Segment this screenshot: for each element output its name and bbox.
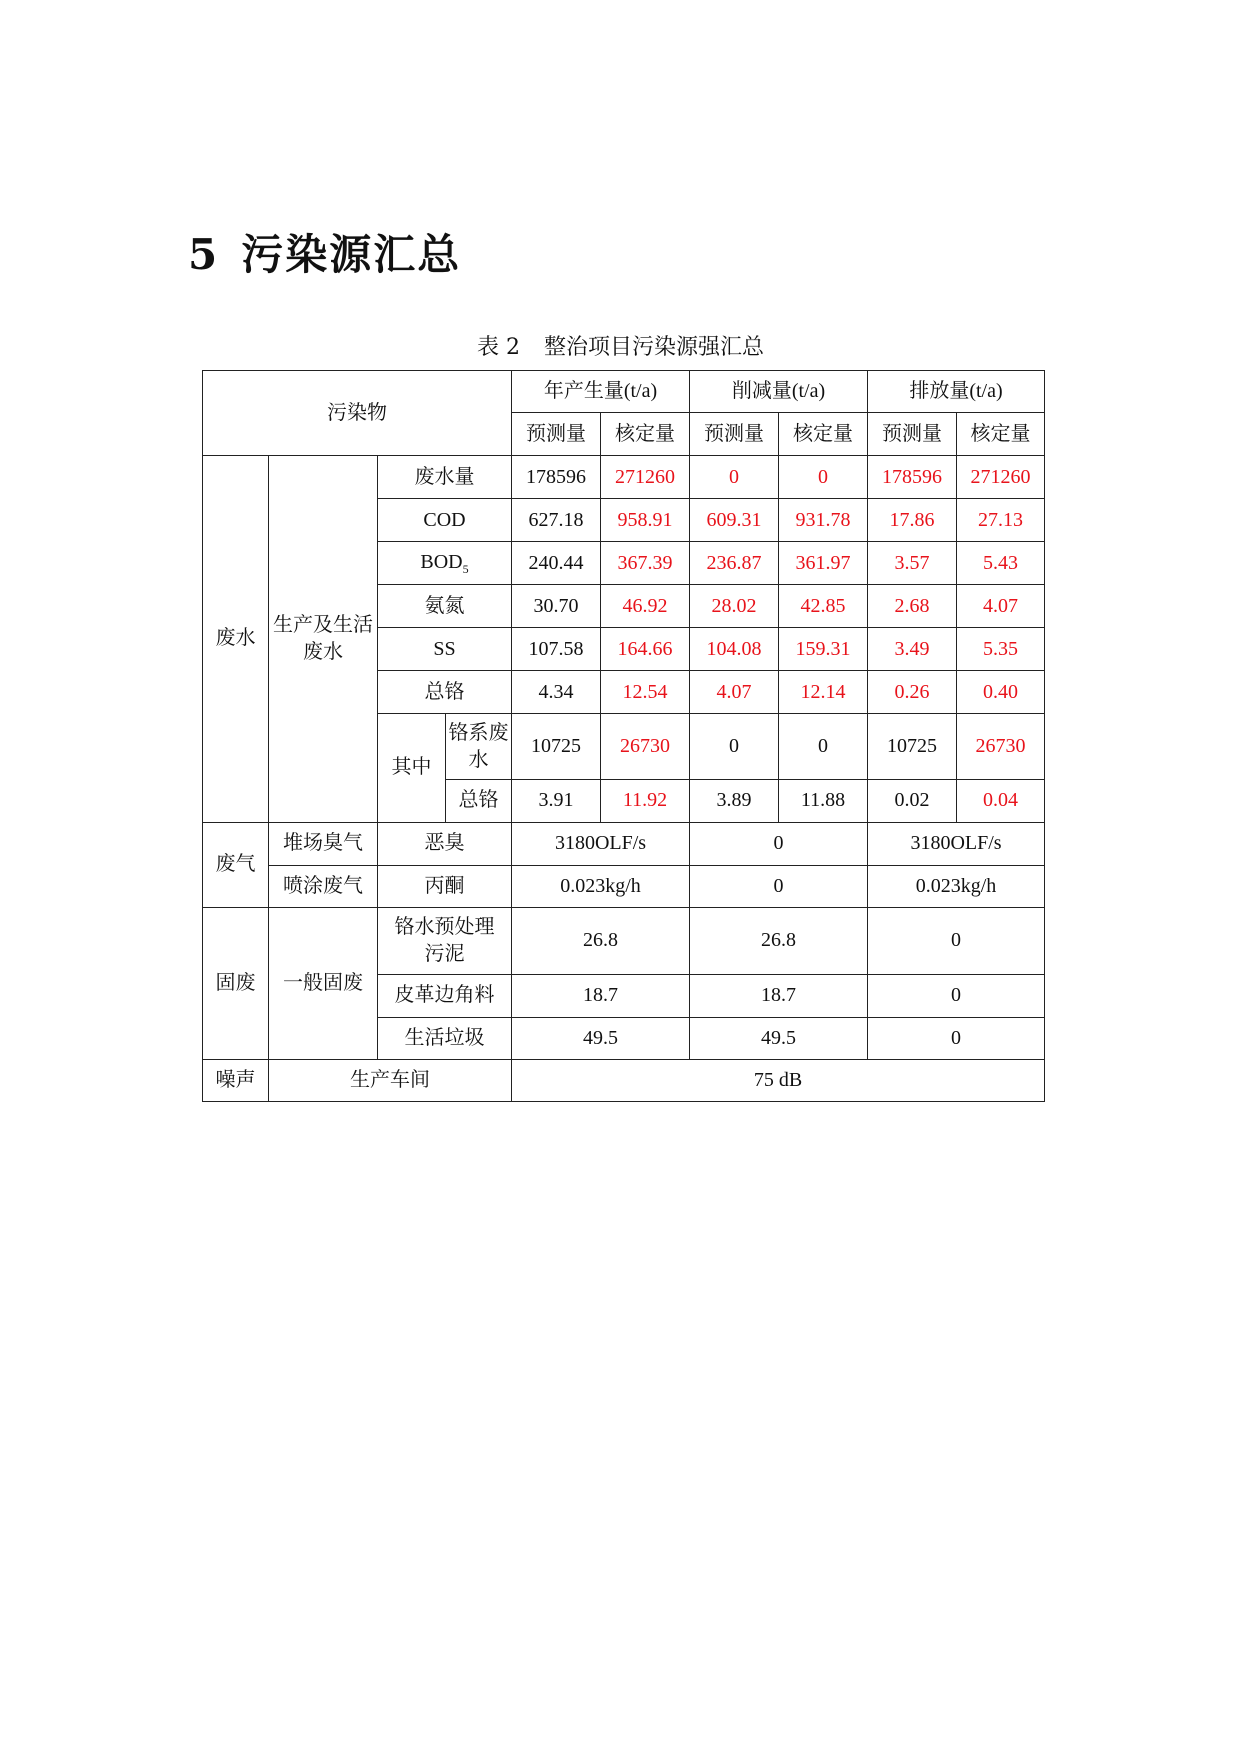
category-waste-gas: 废气 (203, 822, 269, 907)
value-cell: 18.7 (690, 974, 868, 1017)
pollution-summary-table (202, 370, 1045, 1102)
value-cell: 28.02 (690, 585, 779, 628)
value-cell: 27.13 (957, 499, 1045, 542)
value-cell: 26730 (601, 714, 690, 780)
category-noise: 噪声 (203, 1059, 269, 1101)
among-label: 其中 (378, 714, 446, 822)
table-row (203, 1059, 1045, 1101)
header-reduction: 削减量(t/a) (690, 371, 868, 413)
value-cell: 46.92 (601, 585, 690, 628)
header-annual-generation: 年产生量(t/a) (512, 371, 690, 413)
header-verified: 核定量 (779, 413, 868, 456)
value-cell: 0 (779, 456, 868, 499)
caption-label: 表 2 (476, 335, 520, 360)
item-bod-label: BOD (420, 551, 463, 574)
value-cell: 42.85 (779, 585, 868, 628)
table-caption (0, 330, 1241, 361)
category-wastewater: 废水 (203, 456, 269, 822)
value-cell: 26.8 (690, 907, 868, 974)
value-cell: 0.26 (868, 671, 957, 714)
value-cell: 17.86 (868, 499, 957, 542)
value-cell: 18.7 (512, 974, 690, 1017)
section-number: 5 (188, 230, 220, 279)
header-predicted: 预测量 (690, 413, 779, 456)
value-cell: 26.8 (512, 907, 690, 974)
value-cell: 104.08 (690, 628, 779, 671)
value-cell: 271260 (601, 456, 690, 499)
value-cell: 958.91 (601, 499, 690, 542)
table-row (203, 865, 1045, 907)
value-cell: 178596 (868, 456, 957, 499)
item-bod5 (378, 542, 512, 585)
value-cell: 75 dB (512, 1059, 1045, 1101)
value-cell: 2.68 (868, 585, 957, 628)
table-row (203, 456, 1045, 499)
item-odor: 恶臭 (378, 822, 512, 865)
value-cell: 4.34 (512, 671, 601, 714)
value-cell: 12.54 (601, 671, 690, 714)
item-chromium-wastewater: 铬系废水 (446, 714, 512, 780)
table-row (203, 907, 1045, 974)
value-cell: 0 (690, 865, 868, 907)
item-cod: COD (378, 499, 512, 542)
item-domestic-garbage: 生活垃圾 (378, 1017, 512, 1059)
value-cell: 0.40 (957, 671, 1045, 714)
section-title: 污染源汇总 (241, 230, 462, 279)
value-cell: 0 (690, 456, 779, 499)
value-cell: 0.023kg/h (512, 865, 690, 907)
value-cell: 3.89 (690, 780, 779, 822)
value-cell: 4.07 (957, 585, 1045, 628)
section-heading (188, 222, 461, 282)
item-bod-subscript: 5 (462, 562, 469, 577)
value-cell: 11.88 (779, 780, 868, 822)
value-cell: 5.43 (957, 542, 1045, 585)
value-cell: 11.92 (601, 780, 690, 822)
table-row (203, 822, 1045, 865)
value-cell: 0 (690, 822, 868, 865)
header-discharge: 排放量(t/a) (868, 371, 1045, 413)
item-leather-scraps: 皮革边角料 (378, 974, 512, 1017)
value-cell: 164.66 (601, 628, 690, 671)
value-cell: 10725 (868, 714, 957, 780)
value-cell: 0 (779, 714, 868, 780)
value-cell: 609.31 (690, 499, 779, 542)
table-header-row (203, 371, 1045, 413)
item-ss: SS (378, 628, 512, 671)
value-cell: 271260 (957, 456, 1045, 499)
item-ammonia-nitrogen: 氨氮 (378, 585, 512, 628)
value-cell: 49.5 (690, 1017, 868, 1059)
category-solid-waste: 固废 (203, 907, 269, 1059)
value-cell: 0.02 (868, 780, 957, 822)
source-yard-odor: 堆场臭气 (269, 822, 378, 865)
header-predicted: 预测量 (868, 413, 957, 456)
value-cell: 3.57 (868, 542, 957, 585)
header-verified: 核定量 (957, 413, 1045, 456)
source-workshop: 生产车间 (269, 1059, 512, 1101)
value-cell: 240.44 (512, 542, 601, 585)
source-general-solid-waste: 一般固废 (269, 907, 378, 1059)
value-cell: 0 (868, 974, 1045, 1017)
value-cell: 0.023kg/h (868, 865, 1045, 907)
header-pollutant: 污染物 (203, 371, 512, 456)
value-cell: 30.70 (512, 585, 601, 628)
item-total-chromium: 总铬 (378, 671, 512, 714)
value-cell: 107.58 (512, 628, 601, 671)
value-cell: 159.31 (779, 628, 868, 671)
item-acetone: 丙酮 (378, 865, 512, 907)
value-cell: 627.18 (512, 499, 601, 542)
caption-title: 整治项目污染源强汇总 (543, 335, 764, 360)
value-cell: 0 (868, 1017, 1045, 1059)
value-cell: 49.5 (512, 1017, 690, 1059)
value-cell: 26730 (957, 714, 1045, 780)
value-cell: 10725 (512, 714, 601, 780)
value-cell: 12.14 (779, 671, 868, 714)
value-cell: 0 (690, 714, 779, 780)
value-cell: 931.78 (779, 499, 868, 542)
value-cell: 0.04 (957, 780, 1045, 822)
source-spray-gas: 喷涂废气 (269, 865, 378, 907)
value-cell: 3.91 (512, 780, 601, 822)
value-cell: 236.87 (690, 542, 779, 585)
value-cell: 4.07 (690, 671, 779, 714)
header-verified: 核定量 (601, 413, 690, 456)
item-total-chromium-sub: 总铬 (446, 780, 512, 822)
value-cell: 3180OLF/s (868, 822, 1045, 865)
value-cell: 5.35 (957, 628, 1045, 671)
value-cell: 3.49 (868, 628, 957, 671)
item-chromium-sludge: 铬水预处理污泥 (378, 907, 512, 974)
value-cell: 367.39 (601, 542, 690, 585)
value-cell: 178596 (512, 456, 601, 499)
item-wastewater-volume: 废水量 (378, 456, 512, 499)
source-production-domestic: 生产及生活废水 (269, 456, 378, 822)
value-cell: 3180OLF/s (512, 822, 690, 865)
value-cell: 361.97 (779, 542, 868, 585)
value-cell: 0 (868, 907, 1045, 974)
header-predicted: 预测量 (512, 413, 601, 456)
